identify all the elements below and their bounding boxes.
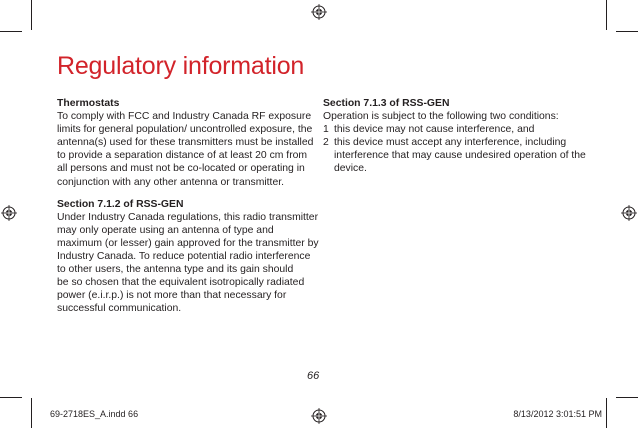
paragraph-line: limits for general population/ uncontrolled exposure, the <box>57 124 313 136</box>
paragraph-line: Operation is subject to the following two conditions: <box>323 111 559 123</box>
paragraph-line: Industry Canada. To reduce potential radio interference <box>57 251 311 263</box>
paragraph-line: power (e.i.r.p.) is not more than that necessary for <box>57 290 287 302</box>
paragraph-line: successful communication. <box>57 303 182 315</box>
paragraph-line: maximum (or lesser) gain approved for the transmitter by <box>57 237 319 249</box>
crop-mark <box>616 397 638 398</box>
list-line: this device must accept any interference, including <box>334 137 567 149</box>
crop-mark <box>31 398 32 428</box>
thermostats-section <box>57 97 321 189</box>
paragraph-line: be so chosen that the equivalent isotropically radiated <box>57 277 305 289</box>
page-title: Regulatory information <box>57 52 305 80</box>
registration-mark-icon <box>311 408 327 424</box>
list-item <box>323 123 593 136</box>
crop-mark <box>606 398 607 428</box>
crop-mark <box>0 397 22 398</box>
rss-gen-712-section <box>57 198 321 316</box>
list-line: interference that may cause undesired operation of the <box>334 150 586 162</box>
crop-mark <box>606 0 607 30</box>
section-heading: Thermostats <box>57 98 120 109</box>
registration-mark-icon <box>1 205 17 221</box>
crop-mark <box>0 31 22 32</box>
slug-timestamp: 8/13/2012 3:01:51 PM <box>513 409 602 419</box>
list-text <box>334 123 534 136</box>
paragraph-line: all persons and must not be co-located or operating in <box>57 163 305 175</box>
list-number: 1 <box>323 124 329 136</box>
right-column <box>323 97 593 176</box>
section-heading: Section 7.1.2 of RSS-GEN <box>57 198 184 210</box>
registration-mark-icon <box>311 4 327 20</box>
slug-filename: 69-2718ES_A.indd 66 <box>50 409 139 419</box>
list-text <box>334 136 586 175</box>
paragraph-line: may only operate using an antenna of type and <box>57 224 274 236</box>
list-number: 2 <box>323 137 329 149</box>
paragraph-line: Under Industry Canada regulations, this radio transmitter <box>57 211 319 223</box>
crop-mark <box>31 0 32 30</box>
paragraph-line: to other users, the antenna type and its gain should <box>57 264 294 276</box>
section-heading: Section 7.1.3 of RSS-GEN <box>323 98 450 109</box>
crop-mark <box>616 31 638 32</box>
page-number: 66 <box>307 370 320 382</box>
registration-mark-icon <box>621 205 637 221</box>
list-line: this device may not cause interference, and <box>334 124 535 136</box>
paragraph-line: To comply with FCC and Industry Canada RF exposure <box>57 111 312 123</box>
list-line: device. <box>334 163 367 175</box>
paragraph-line: antenna(s) used for these transmitters must be installed <box>57 137 314 149</box>
paragraph-line: to provide a separation distance of at least 20 cm from <box>57 150 308 162</box>
left-column <box>57 97 321 325</box>
list-item <box>323 136 593 175</box>
paragraph-line: conjunction with any other antenna or transmitter. <box>57 176 284 188</box>
